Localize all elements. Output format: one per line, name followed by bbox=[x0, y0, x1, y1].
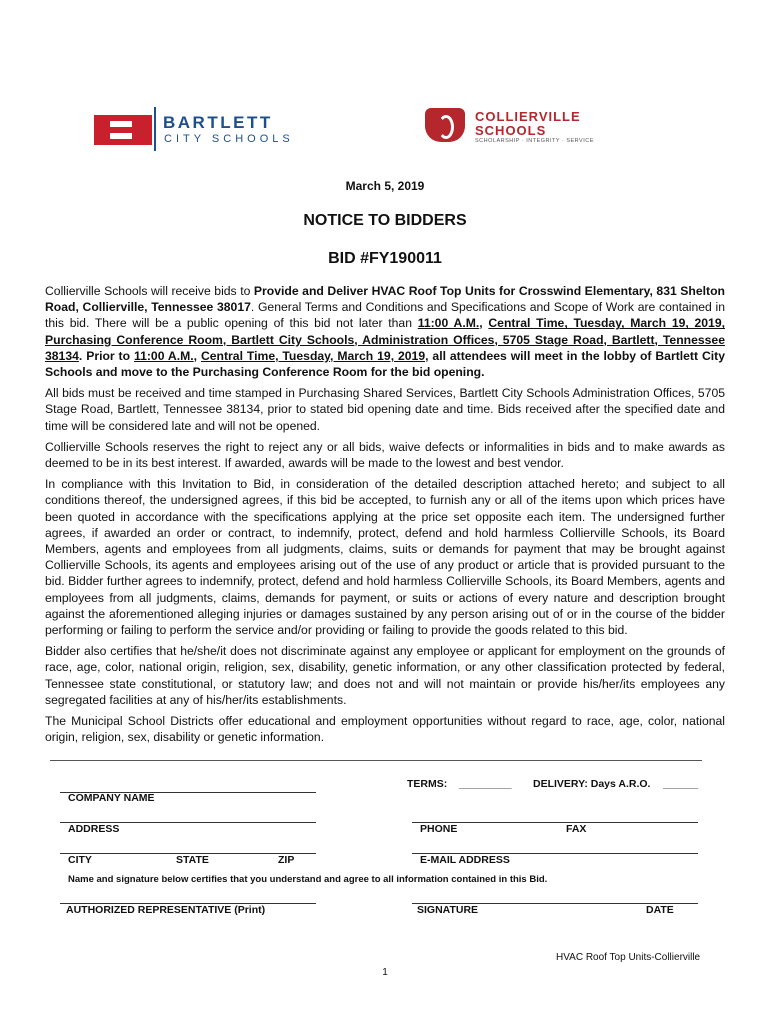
collierville-shield-icon bbox=[425, 108, 465, 142]
email-label: E-MAIL ADDRESS bbox=[420, 854, 510, 866]
intro-project: Provide and Deliver HVAC Roof Top Units for Crosswind Elementary, 831 Shelton Road, Collierville, Tennessee 38017 bbox=[45, 284, 725, 315]
opening-time: 11:00 A.M. bbox=[417, 316, 480, 331]
collierville-schools-logo bbox=[425, 108, 640, 148]
terms-label: TERMS: bbox=[407, 778, 448, 790]
bartlett-b-icon bbox=[94, 115, 152, 145]
logo-divider bbox=[154, 107, 156, 151]
zip-label: ZIP bbox=[278, 854, 295, 866]
intro-sep-1: , bbox=[479, 316, 489, 331]
paragraph-nondiscrimination: Bidder also certifies that he/she/it does not discriminate against any employee or applicant for employment on the grounds of race, age, color, national origin, religion, sex, disability, genetic information, or any other classification protected by federal, Tennessee state constitutional, or statutory law; and does not and will not maintain or provide his/her/its employees any segregated facilities at any of his/her/its establishments. bbox=[45, 644, 725, 707]
company-name-label: COMPANY NAME bbox=[68, 792, 155, 804]
bartlett-city-schools-logo bbox=[94, 105, 309, 153]
intro-text-c: . General Terms and Conditions and Specifications and Scope of Work are contained in this bid. There will be a public opening of this bid not later than bbox=[45, 300, 725, 331]
notice-date: March 5, 2019 bbox=[345, 179, 425, 193]
bid-number: BID #FY190011 bbox=[328, 250, 442, 267]
address-label: ADDRESS bbox=[68, 823, 120, 835]
paragraph-compliance: In compliance with this Invitation to Bid, in consideration of the detailed description attached hereto; and subject to all conditions thereof, the undersigned agrees, if this bid be accepted, to furnish any or all of the items upon which prices have been quoted in accordance with the specifications applying at the price set opposite each item. The undersigned further agrees, if awarded an order or contract, to indemnify, protect, defend and hold harmless Collierville Schools, its Board Members, agents and employees from all judgments, claims, suits or demands for payment that may be brought against Collierville Schools, its agents and employees arising out of the use of any product or article that is provided pursuant to the bid. Bidder further agrees to indemnify, protect, defend and hold harmless Collierville Schools, its Board Members, agents and employees from all judgments, claims, demands for payment, or suits or actions of every nature and description brought against the aforementioned alleging injuries or damages sustained by any person arising out of or in the course of the bidder performing or failing to perform the service and/or providing or failing to provide the goods related to this bid. bbox=[45, 477, 725, 638]
paragraph-rights: Collierville Schools reserves the right to reject any or all bids, waive defects or informalities in bids and to make awards as deemed to be in its best interest. If awarded, awards will be made to the lowest and best vendor. bbox=[45, 439, 725, 471]
paragraph-intro bbox=[45, 283, 725, 380]
page-title: NOTICE TO BIDDERS bbox=[303, 212, 467, 229]
state-label: STATE bbox=[176, 854, 209, 866]
opening-location: Central Time, Tuesday, March 19, 2019, Purchasing Conference Room, Bartlett City Schools, Administration Offices, 5705 Stage Road, Bartlett, Tennessee 38134 bbox=[45, 316, 725, 363]
meeting-instructions: all attendees will meet in the lobby of Bartlett City Schools and move to the Purchasing Conference Room for the bid opening. bbox=[45, 348, 725, 380]
paragraph-submission: All bids must be received and time stamped in Purchasing Shared Services, Bartlett City Schools Administration Offices, 5705 Stage Road, Bartlett, Tennessee 38134, prior to stated bid opening date and time. Bids received after the specified date and time will be considered late and will not be opened. bbox=[45, 386, 725, 433]
date-label: DATE bbox=[646, 904, 674, 916]
terms-blank[interactable]: _________ bbox=[459, 778, 512, 790]
delivery-label: DELIVERY: Days A.R.O. bbox=[533, 778, 651, 790]
delivery-blank[interactable]: ______ bbox=[663, 778, 699, 790]
phone-label: PHONE bbox=[420, 823, 458, 835]
paragraph-equal-opportunity: The Municipal School Districts offer educational and employment opportunities without regard to race, age, color, national origin, religion, sex, disability or genetic information. bbox=[45, 714, 725, 745]
intro-text-g: . Prior to bbox=[78, 348, 134, 363]
section-divider bbox=[50, 760, 702, 761]
meeting-date: Central Time, Tuesday, March 19, 2019, bbox=[200, 348, 429, 363]
meeting-time: 11:00 A.M. bbox=[133, 348, 194, 363]
certify-note: Name and signature below certifies that you understand and agree to all information contained in this Bid. bbox=[68, 874, 548, 885]
intro-sep-2: , bbox=[193, 348, 201, 363]
intro-text-a: Collierville Schools will receive bids to bbox=[45, 284, 254, 298]
notice-body bbox=[45, 283, 725, 750]
page-number: 1 bbox=[382, 967, 388, 978]
footer-doc-label: HVAC Roof Top Units-Collierville bbox=[556, 952, 701, 963]
fax-label: FAX bbox=[566, 823, 587, 835]
collierville-logo-line2: SCHOOLS bbox=[475, 123, 547, 138]
signature-label: SIGNATURE bbox=[417, 904, 479, 916]
authorized-rep-label: AUTHORIZED REPRESENTATIVE (Print) bbox=[66, 904, 266, 916]
collierville-logo-line1: COLLIERVILLE bbox=[475, 109, 581, 124]
collierville-logo-tagline: SCHOLARSHIP · INTEGRITY · SERVICE bbox=[475, 138, 594, 144]
city-label: CITY bbox=[68, 854, 92, 866]
bartlett-logo-line2: CITY SCHOOLS bbox=[164, 133, 294, 145]
bartlett-logo-line1: BARTLETT bbox=[163, 113, 273, 132]
